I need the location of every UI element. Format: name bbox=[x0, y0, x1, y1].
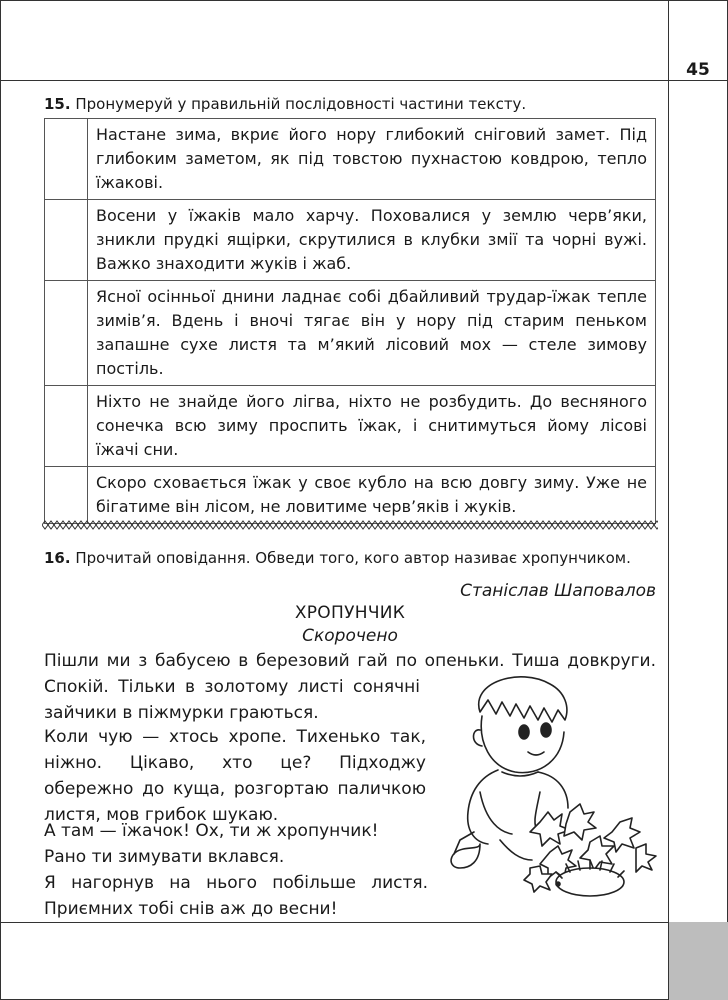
table-row bbox=[45, 281, 656, 386]
text-part: Настане зима, вкриє його нору глибокий сніговий замет. Під глибоким заметом, як під товстою пухнастою ковдрою, тепло їжакові. bbox=[88, 119, 656, 200]
story-author: Станіслав Шаповалов bbox=[460, 581, 656, 601]
table-row bbox=[45, 386, 656, 467]
task15-instruction: Пронумеруй у правильній послідовності частини тексту. bbox=[75, 95, 527, 113]
footer-divider bbox=[0, 922, 668, 923]
text-part: Ніхто не знайде його лігва, ніхто не розбудить. До весняного сонечка всю зиму проспить їжак, і снитимуться йому лісові їжачі сни. bbox=[88, 386, 656, 467]
table-row bbox=[45, 467, 656, 524]
task15-heading bbox=[44, 94, 526, 114]
number-input-cell[interactable] bbox=[45, 119, 88, 200]
margin-grey-block bbox=[669, 922, 728, 1000]
text-part: Ясної осінньої днини ладнає собі дбайливий трудар-їжак тепле зимів’я. Вдень і вночі тягає він у нору під старим пеньком запашне сухе листя та м’який лісовий мох — стеле зимову постіль. bbox=[88, 281, 656, 386]
table-row bbox=[45, 200, 656, 281]
boy-hedgehog-illustration bbox=[440, 672, 662, 904]
number-input-cell[interactable] bbox=[45, 281, 88, 386]
text-part: Восени у їжаків мало харчу. Поховалися у землю черв’яки, зникли прудкі ящірки, скрутилися в клубки змії та чорні вужі. Важко знаходити жуків і жаб. bbox=[88, 200, 656, 281]
number-input-cell[interactable] bbox=[45, 467, 88, 524]
story-paragraph: Я нагорнув на нього побільше листя. Приємних тобі снів аж до весни! bbox=[44, 873, 428, 919]
decorative-divider bbox=[42, 520, 658, 530]
task15-number: 15. bbox=[44, 95, 71, 113]
story-paragraph: Рано ти зимувати вклався. bbox=[44, 847, 285, 867]
sequence-table bbox=[44, 118, 656, 524]
story-paragraph: Коли чую — хтось хропе. Тихенько так, ніжно. Цікаво, хто це? Підходжу обережно до куща, розгортаю паличкою листя, мов грибок шукаю. bbox=[44, 727, 426, 825]
page-number: 45 bbox=[686, 60, 710, 80]
number-input-cell[interactable] bbox=[45, 386, 88, 467]
number-input-cell[interactable] bbox=[45, 200, 88, 281]
story-subtitle: Скорочено bbox=[302, 626, 398, 646]
story-title: ХРОПУНЧИК bbox=[294, 603, 406, 623]
header-divider bbox=[0, 80, 728, 81]
task16-heading bbox=[44, 548, 631, 568]
story-paragraph: А там — їжачок! Ох, ти ж хропунчик! bbox=[44, 821, 379, 841]
task16-instruction: Прочитай оповідання. Обведи того, кого автор називає хропунчиком. bbox=[75, 549, 631, 567]
table-row bbox=[45, 119, 656, 200]
text-part: Скоро сховається їжак у своє кубло на всю довгу зиму. Уже не бігатиме він лісом, не ловитиме черв’яків і жуків. bbox=[88, 467, 656, 524]
margin-divider bbox=[668, 0, 669, 1000]
story-line: Спокій. Тільки в золотому листі сонячні зайчики в піжмурки граються. bbox=[44, 677, 420, 723]
task16-number: 16. bbox=[44, 549, 71, 567]
story-line: Пішли ми з бабусею в березовий гай по опеньки. Тиша довкруги. bbox=[44, 651, 656, 671]
